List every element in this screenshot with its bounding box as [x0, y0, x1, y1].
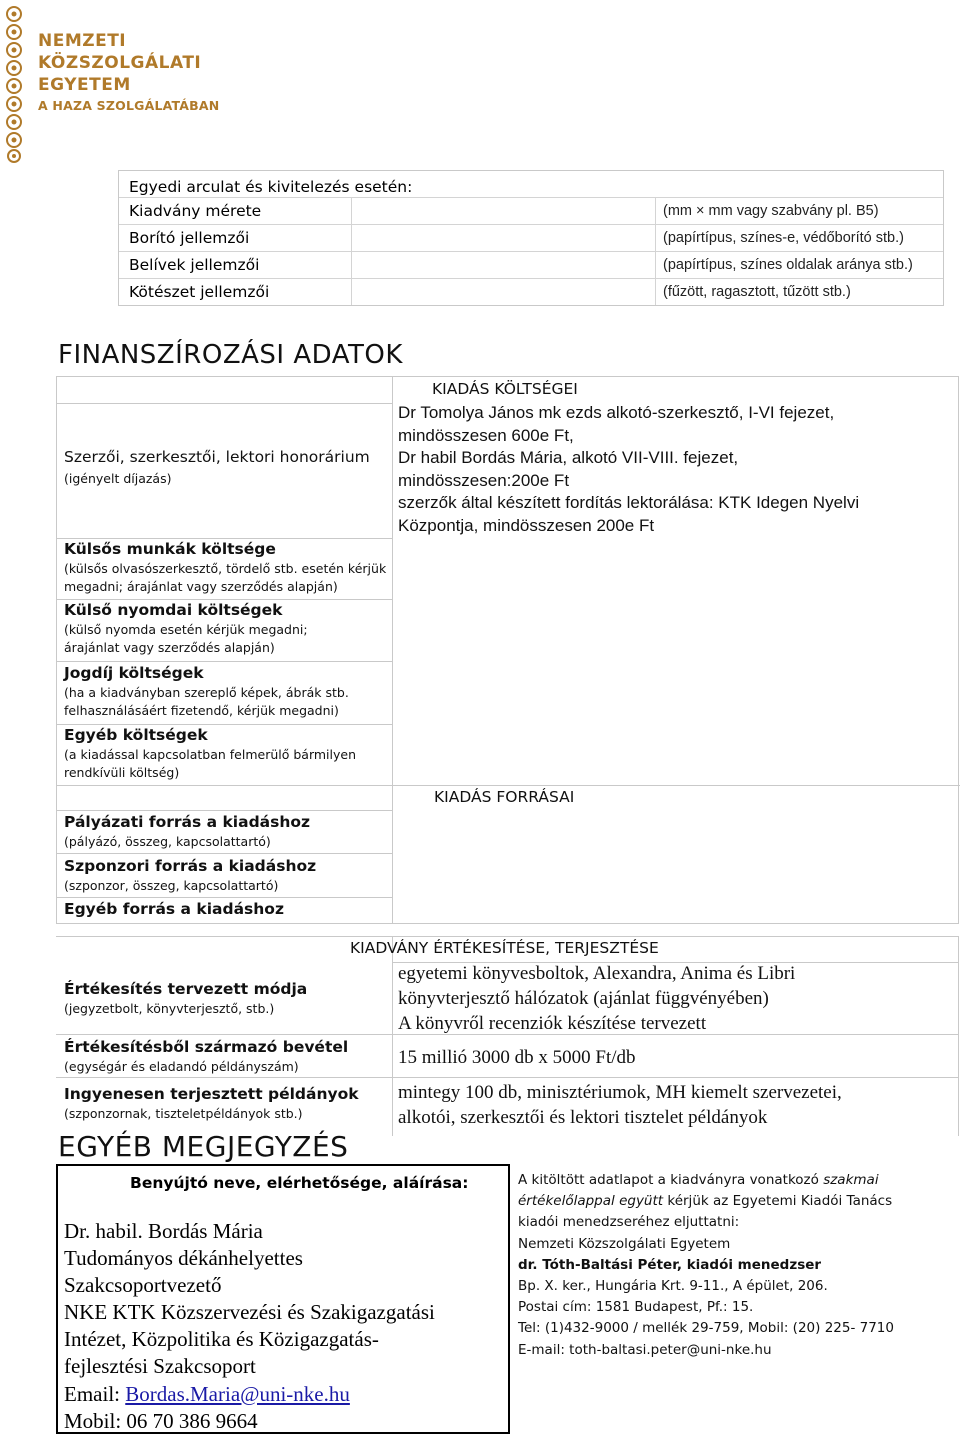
cover-label: Borító jellemzői: [129, 229, 250, 247]
logo-line: EGYETEM: [38, 75, 131, 95]
financing-title: FINANSZÍROZÁSI ADATOK: [58, 340, 403, 370]
external-work-label: Külsős munkák költsége (külsős olvasószerkesztő, tördelő stb. esetén kérjük megadni; árajánlat vagy szerződés alapján): [64, 540, 387, 594]
submitter-line: NKE KTK Közszervezési és Szakigazgatási: [64, 1300, 435, 1325]
cover-hint: (papírtípus, színes-e, védőborító stb.): [663, 230, 904, 246]
submitter-line: Tudományos dékánhelyettes: [64, 1246, 303, 1271]
submitter-mobile: Mobil: 06 70 386 9664: [64, 1408, 258, 1433]
free-line: alkotói, szerkesztői és lektori tisztelet példányok: [398, 1107, 768, 1128]
cost-line: szerzők által készített fordítás lektorálása: KTK Idegen Nyelvi: [398, 493, 860, 512]
university-logo: [38, 30, 219, 116]
logo-line: KÖZSZOLGÁLATI: [38, 53, 202, 73]
sources-header: KIADÁS FORRÁSAI: [434, 788, 575, 806]
contact-address: Bp. X. ker., Hungária Krt. 9-11., A épület, 206.: [518, 1278, 828, 1295]
submitter-details: [64, 1218, 435, 1435]
logo-line: NEMZETI: [38, 31, 127, 51]
contact-line: Nemzeti Közszolgálati Egyetem: [518, 1235, 731, 1252]
production-table: [118, 170, 944, 306]
binding-label: Kötészet jellemzői: [129, 283, 270, 301]
honorarium-label: Szerzői, szerkesztői, lektori honorárium (igényelt díjazás): [64, 448, 370, 486]
revenue-label: Értékesítésből származó bevétel (egységár és eladandó példányszám): [64, 1038, 349, 1074]
submitter-line: Dr. habil. Bordás Mária: [64, 1219, 263, 1243]
contact-info: [518, 1170, 938, 1361]
sales-line: könyvterjesztő hálózatok (ajánlat függvényében): [398, 988, 769, 1009]
inner-pages-label: Belívek jellemzői: [129, 256, 260, 274]
cost-line: Dr Tomolya János mk ezds alkotó-szerkesztő, I-VI fejezet,: [398, 403, 835, 422]
distribution-header: KIADVÁNY ÉRTÉKESÍTÉSE, TERJESZTÉSE: [350, 939, 659, 957]
production-heading: Egyedi arculat és kivitelezés esetén:: [129, 178, 413, 196]
copyright-label: Jogdíj költségek (ha a kiadványban szereplő képek, ábrák stb. felhasználásáért fizetendő, kérjük megadni): [64, 664, 349, 718]
submitter-email-link[interactable]: Bordas.Maria@uni-nke.hu: [125, 1381, 350, 1406]
sales-line: egyetemi könyvesboltok, Alexandra, Anima és Libri: [398, 963, 796, 984]
inner-pages-hint: (papírtípus, színes oldalak aránya stb.): [663, 257, 913, 273]
notes-title: EGYÉB MEGJEGYZÉS: [58, 1130, 349, 1163]
submitter-line: Szakcsoportvezető: [64, 1273, 222, 1298]
contact-email: E-mail: toth-baltasi.peter@uni-nke.hu: [518, 1341, 772, 1358]
free-copies-details: [398, 1080, 842, 1130]
logo-tagline: A HAZA SZOLGÁLATÁBAN: [38, 98, 220, 113]
costs-details: [398, 402, 953, 537]
contact-phone: Tel: (1)432-9000 / mellék 29-759, Mobil: (20) 225- 7710: [518, 1320, 894, 1337]
submitter-email-line: [64, 1381, 435, 1408]
sales-method-label: Értékesítés tervezett módja (jegyzetbolt, könyvterjesztő, stb.): [64, 980, 308, 1016]
sales-line: A könyvről recenziók készítése tervezett: [398, 1013, 707, 1034]
contact-line: kiadói menedzseréhez eljuttatni:: [518, 1214, 740, 1231]
cost-line: mindösszesen 600e Ft,: [398, 425, 574, 445]
free-copies-label: Ingyenesen terjesztett példányok (szponzornak, tiszteletpéldányok stb.): [64, 1085, 359, 1121]
size-hint: (mm × mm vagy szabvány pl. B5): [663, 203, 879, 219]
other-costs-label: Egyéb költségek (a kiadással kapcsolatban felmerülő bármilyen rendkívüli költség): [64, 726, 357, 780]
costs-header: KIADÁS KÖLTSÉGEI: [432, 380, 578, 398]
printing-label: Külső nyomdai költségek (külső nyomda esetén kérjük megadni; árajánlat vagy szerződés alapján): [64, 601, 308, 655]
contact-postal: Postai cím: 1581 Budapest, Pf.: 15.: [518, 1299, 754, 1316]
sales-channels: [398, 961, 795, 1036]
contact-line: értékelőlappal együtt kérjük az Egyetemi Kiadói Tanács: [518, 1193, 893, 1210]
submitter-heading: Benyújtó neve, elérhetősége, aláírása:: [130, 1174, 469, 1192]
other-source-label: Egyéb forrás a kiadáshoz: [64, 900, 284, 918]
size-label: Kiadvány mérete: [129, 202, 262, 220]
email-label: Email:: [64, 1381, 126, 1406]
contact-line: A kitöltött adatlapot a kiadványra vonatkozó szakmai: [518, 1172, 879, 1188]
grant-source-label: Pályázati forrás a kiadáshoz (pályázó, összeg, kapcsolattartó): [64, 813, 311, 849]
university-emblem-icon: [2, 4, 26, 164]
free-line: mintegy 100 db, minisztériumok, MH kiemelt szervezetei,: [398, 1082, 842, 1103]
submitter-line: Intézet, Közpolitika és Közigazgatás-: [64, 1327, 379, 1352]
revenue-value: 15 millió 3000 db x 5000 Ft/db: [398, 1047, 636, 1068]
cost-line: Dr habil Bordás Mária, alkotó VII-VIII. fejezet,: [398, 448, 739, 467]
submitter-line: fejlesztési Szakcsoport: [64, 1354, 256, 1379]
contact-manager: dr. Tóth-Baltási Péter, kiadói menedzser: [518, 1256, 822, 1273]
production-heading-row: [119, 171, 943, 197]
cost-line: mindösszesen:200e Ft: [398, 470, 570, 490]
sponsor-source-label: Szponzori forrás a kiadáshoz (szponzor, összeg, kapcsolattartó): [64, 857, 317, 893]
binding-hint: (fűzött, ragasztott, tűzött stb.): [663, 284, 851, 300]
cost-line: Központja, mindösszesen 200e Ft: [398, 515, 655, 535]
